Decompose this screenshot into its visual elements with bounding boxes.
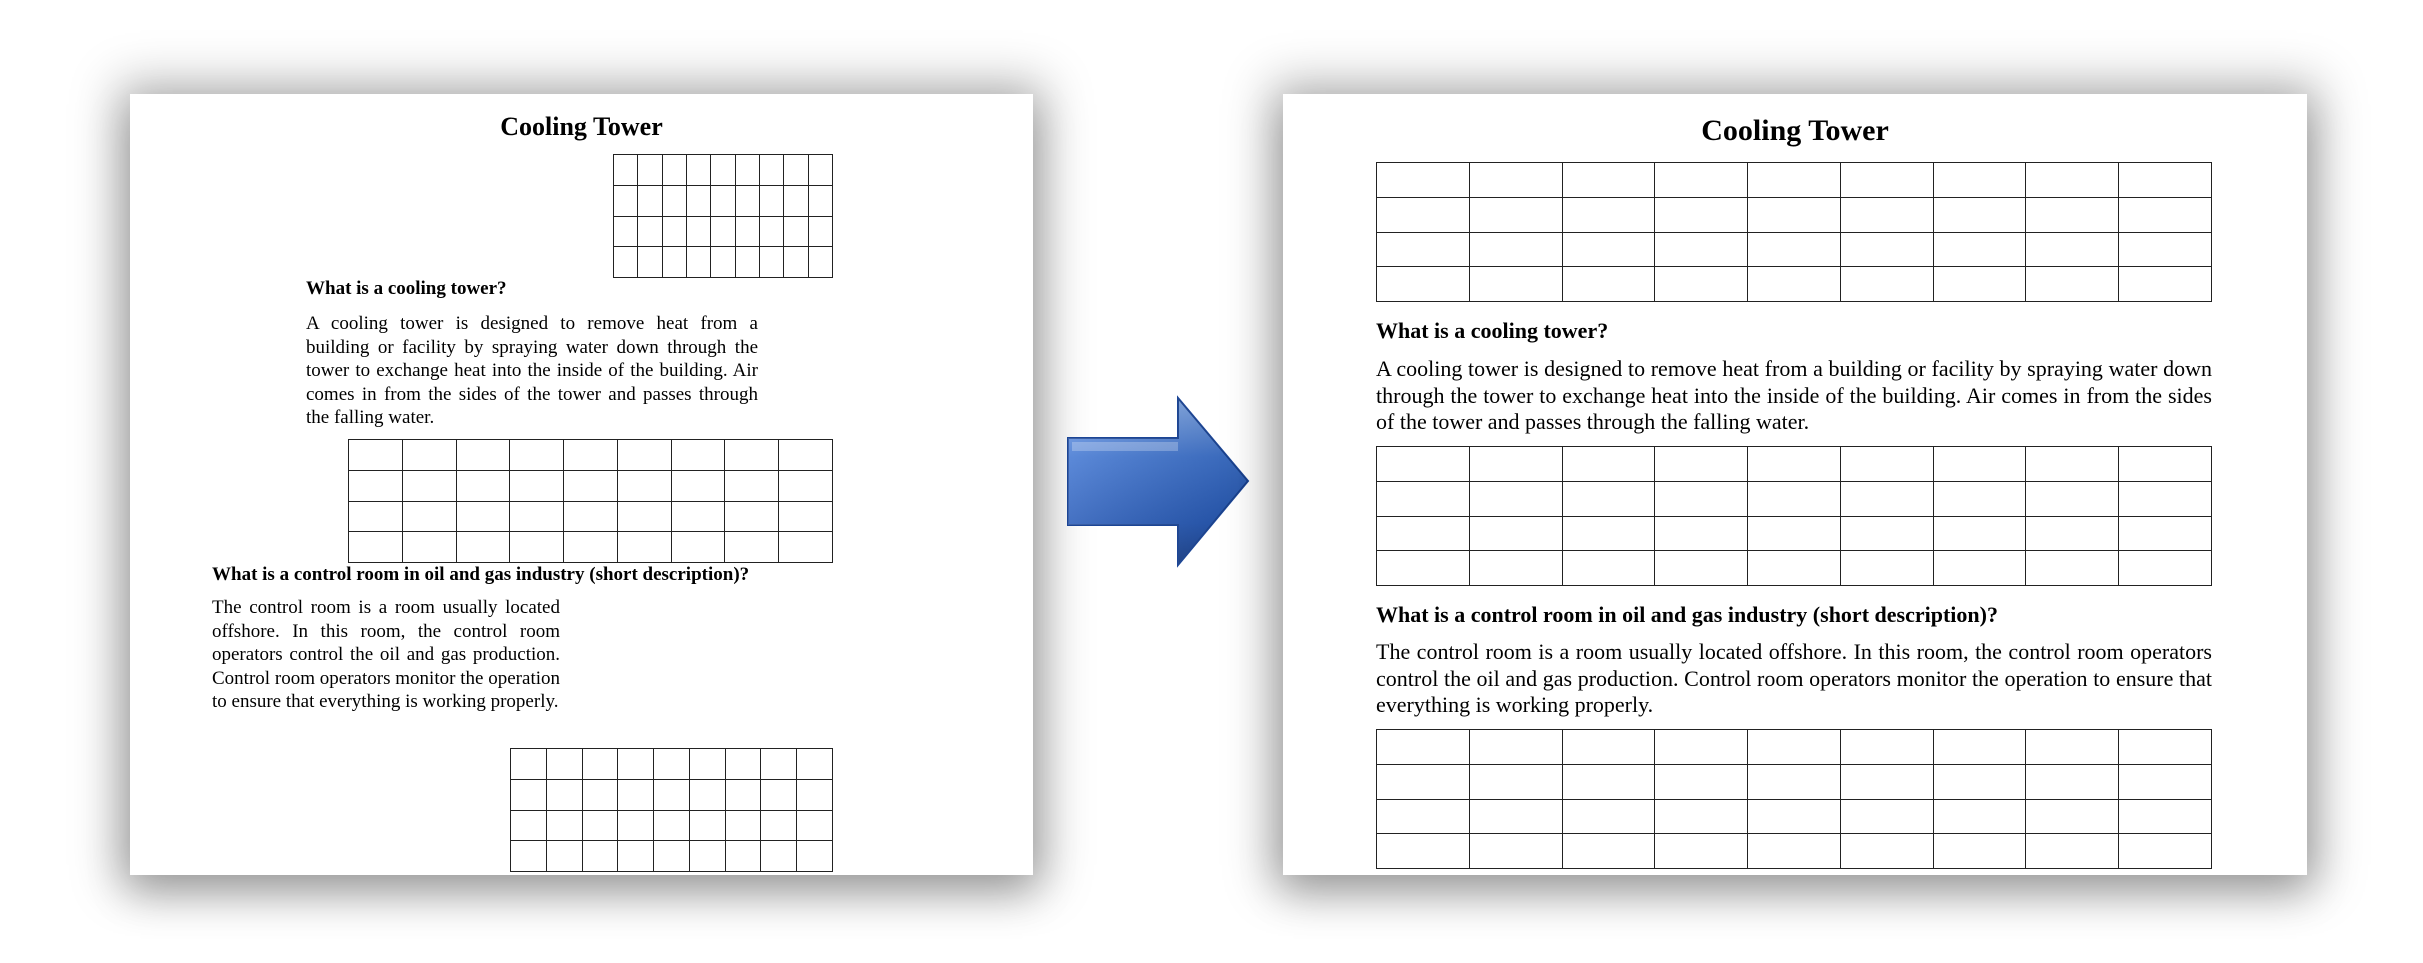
table-cell (349, 440, 403, 471)
table-cell (1748, 730, 1841, 765)
table-cell (1655, 764, 1748, 799)
table-cell (686, 247, 710, 278)
table-cell (2119, 197, 2212, 232)
table-cell (686, 185, 710, 216)
table-cell (1469, 447, 1562, 482)
table-cell (618, 749, 654, 780)
table-cell (1840, 481, 1933, 516)
table-cell (456, 440, 510, 471)
table-cell (779, 501, 833, 532)
table-cell (1377, 481, 1470, 516)
table-cell (1377, 799, 1470, 834)
table-cell (1655, 267, 1748, 302)
table-cell (402, 440, 456, 471)
table-cell (1840, 730, 1933, 765)
table-cell (689, 810, 725, 841)
table-cell (1377, 516, 1470, 551)
table-cell (1748, 267, 1841, 302)
table-cell (2026, 197, 2119, 232)
table-row (614, 216, 833, 247)
table-cell (808, 185, 832, 216)
grid-table (1376, 162, 2212, 302)
table-cell (761, 810, 797, 841)
table-row (511, 841, 833, 872)
table-row (349, 440, 833, 471)
table-cell (1562, 730, 1655, 765)
table-cell (402, 501, 456, 532)
table-cell (2026, 799, 2119, 834)
table-cell (618, 841, 654, 872)
table-cell (761, 841, 797, 872)
table-cell (1933, 232, 2026, 267)
table-row (1377, 232, 2212, 267)
table-row (349, 470, 833, 501)
table-cell (1748, 163, 1841, 198)
table-cell (725, 532, 779, 563)
section-paragraph: A cooling tower is designed to remove heat from a building or facility by spraying water down through the tower to exchange heat into the inside of the building. Air comes in from the sides of the tower and passes through the falling water. (306, 313, 758, 428)
table-cell (1933, 516, 2026, 551)
table-cell (638, 185, 662, 216)
table-cell (1933, 163, 2026, 198)
table-cell (797, 779, 833, 810)
section-heading: What is a cooling tower? (1376, 318, 1609, 343)
table-cell (1377, 232, 1470, 267)
table-row (1377, 197, 2212, 232)
table-row (1377, 267, 2212, 302)
table-cell (511, 841, 547, 872)
table-cell (1840, 764, 1933, 799)
table-cell (564, 501, 618, 532)
table-cell (1748, 197, 1841, 232)
table-cell (2026, 232, 2119, 267)
table-cell (735, 155, 759, 186)
table-cell (1933, 481, 2026, 516)
table-cell (1748, 799, 1841, 834)
table-cell (725, 810, 761, 841)
table-cell (671, 440, 725, 471)
table-cell (618, 810, 654, 841)
table-cell (711, 247, 735, 278)
table-cell (797, 810, 833, 841)
table-cell (725, 779, 761, 810)
table-cell (671, 532, 725, 563)
table-cell (779, 470, 833, 501)
table-cell (2119, 799, 2212, 834)
table-cell (1655, 447, 1748, 482)
table-cell (1840, 232, 1933, 267)
table-cell (1562, 834, 1655, 869)
table-cell (779, 532, 833, 563)
table-cell (761, 779, 797, 810)
table-cell (1377, 447, 1470, 482)
table-cell (1377, 163, 1470, 198)
table-row (1377, 516, 2212, 551)
table-cell (614, 216, 638, 247)
table-cell (662, 185, 686, 216)
table-cell (2119, 516, 2212, 551)
table-cell (2119, 232, 2212, 267)
table-cell (2119, 163, 2212, 198)
table-cell (689, 749, 725, 780)
table-cell (2119, 481, 2212, 516)
table-cell (662, 216, 686, 247)
table-cell (1933, 197, 2026, 232)
table-cell (2026, 447, 2119, 482)
table-cell (402, 470, 456, 501)
table-cell (725, 749, 761, 780)
table-cell (617, 532, 671, 563)
table-cell (2119, 730, 2212, 765)
table-cell (1655, 551, 1748, 586)
table-cell (614, 247, 638, 278)
table-cell (349, 470, 403, 501)
table-cell (1469, 163, 1562, 198)
table-cell (1469, 834, 1562, 869)
table-cell (808, 155, 832, 186)
grid-table (1376, 446, 2212, 586)
table-row (614, 155, 833, 186)
table-cell (546, 779, 582, 810)
table-cell (1469, 267, 1562, 302)
table-cell (1840, 799, 1933, 834)
page-title: Cooling Tower (500, 112, 663, 141)
table-row (1377, 551, 2212, 586)
table-row (1377, 764, 2212, 799)
table-cell (510, 470, 564, 501)
table-cell (1562, 447, 1655, 482)
table-row (1377, 163, 2212, 198)
table-cell (2026, 764, 2119, 799)
table-cell (2119, 551, 2212, 586)
table-cell (1933, 799, 2026, 834)
table-cell (1562, 764, 1655, 799)
table-row (1377, 730, 2212, 765)
table-cell (797, 749, 833, 780)
table-cell (711, 155, 735, 186)
table-cell (1655, 516, 1748, 551)
grid-table (613, 154, 833, 278)
table-cell (654, 810, 690, 841)
section-paragraph: The control room is a room usually located offshore. In this room, the control room operators control the oil and gas production. Control room operators monitor the operation to ensure that everything is working properly. (1376, 639, 2212, 717)
table-cell (1840, 516, 1933, 551)
table-cell (1562, 481, 1655, 516)
table-cell (779, 440, 833, 471)
table-cell (1933, 730, 2026, 765)
table-cell (1748, 481, 1841, 516)
table-cell (510, 532, 564, 563)
table-cell (711, 216, 735, 247)
table-cell (689, 779, 725, 810)
table-row (1377, 799, 2212, 834)
table-cell (1377, 267, 1470, 302)
table-cell (456, 501, 510, 532)
table-cell (2026, 267, 2119, 302)
table-cell (689, 841, 725, 872)
table-cell (725, 501, 779, 532)
table-cell (546, 749, 582, 780)
table-cell (1469, 799, 1562, 834)
table-cell (510, 501, 564, 532)
table-cell (1840, 163, 1933, 198)
table-cell (617, 440, 671, 471)
section-paragraph: A cooling tower is designed to remove heat from a building or facility by spraying water down through the tower to exchange heat into the inside of the building. Air comes in from the sides of the tower and passes through the falling water. (1376, 356, 2212, 434)
table-row (1377, 834, 2212, 869)
table-cell (1933, 447, 2026, 482)
table-cell (759, 155, 783, 186)
table-row (349, 532, 833, 563)
table-cell (2026, 481, 2119, 516)
table-cell (1748, 232, 1841, 267)
table-cell (725, 470, 779, 501)
table-cell (349, 501, 403, 532)
table-cell (582, 749, 618, 780)
table-cell (1840, 267, 1933, 302)
table-cell (1933, 764, 2026, 799)
table-cell (1562, 163, 1655, 198)
table-cell (2026, 516, 2119, 551)
section-heading: What is a control room in oil and gas industry (short description)? (1376, 602, 1998, 627)
table-cell (638, 247, 662, 278)
table-cell (1469, 481, 1562, 516)
table-cell (1562, 799, 1655, 834)
table-cell (654, 841, 690, 872)
table-cell (2026, 730, 2119, 765)
table-cell (2026, 163, 2119, 198)
table-cell (662, 247, 686, 278)
table-cell (1469, 232, 1562, 267)
right-arrow-icon (1062, 393, 1252, 573)
table-cell (671, 470, 725, 501)
table-cell (511, 810, 547, 841)
table-cell (686, 216, 710, 247)
table-cell (2119, 764, 2212, 799)
table-cell (638, 155, 662, 186)
table-cell (1562, 197, 1655, 232)
table-cell (759, 247, 783, 278)
table-cell (686, 155, 710, 186)
table-cell (1655, 232, 1748, 267)
table-cell (1377, 197, 1470, 232)
table-cell (511, 749, 547, 780)
table-cell (797, 841, 833, 872)
table-cell (1933, 267, 2026, 302)
grid-table (1376, 729, 2212, 869)
table-cell (1655, 834, 1748, 869)
table-row (614, 185, 833, 216)
table-cell (1840, 447, 1933, 482)
table-cell (1655, 197, 1748, 232)
table-cell (2119, 834, 2212, 869)
table-cell (1840, 551, 1933, 586)
table-cell (1748, 447, 1841, 482)
table-cell (564, 470, 618, 501)
table-cell (735, 216, 759, 247)
table-cell (1840, 197, 1933, 232)
table-cell (1933, 551, 2026, 586)
page-title: Cooling Tower (1701, 114, 1889, 147)
before-page (130, 94, 1033, 875)
table-cell (1562, 267, 1655, 302)
table-cell (638, 216, 662, 247)
table-cell (2119, 267, 2212, 302)
table-cell (1562, 232, 1655, 267)
table-cell (1748, 551, 1841, 586)
section-paragraph: The control room is a room usually located offshore. In this room, the control room operators control the oil and gas production. Control room operators monitor the operation to ensure that everything is working properly. (212, 597, 560, 712)
table-cell (1377, 834, 1470, 869)
table-cell (510, 440, 564, 471)
table-cell (614, 155, 638, 186)
table-cell (1562, 551, 1655, 586)
table-cell (1377, 551, 1470, 586)
table-row (511, 749, 833, 780)
table-cell (546, 841, 582, 872)
table-cell (1655, 730, 1748, 765)
table-cell (618, 779, 654, 810)
table-cell (1469, 551, 1562, 586)
table-cell (2026, 834, 2119, 869)
table-cell (2026, 551, 2119, 586)
table-cell (654, 749, 690, 780)
table-cell (735, 247, 759, 278)
after-page (1283, 94, 2307, 875)
table-cell (617, 501, 671, 532)
table-cell (546, 810, 582, 841)
table-cell (1469, 764, 1562, 799)
table-cell (1933, 834, 2026, 869)
table-cell (1469, 516, 1562, 551)
table-cell (725, 440, 779, 471)
table-cell (1469, 197, 1562, 232)
table-cell (402, 532, 456, 563)
table-cell (1377, 764, 1470, 799)
table-cell (456, 532, 510, 563)
table-cell (1655, 481, 1748, 516)
table-cell (671, 501, 725, 532)
table-cell (614, 185, 638, 216)
table-cell (511, 779, 547, 810)
table-row (1377, 481, 2212, 516)
table-cell (759, 185, 783, 216)
table-cell (1748, 764, 1841, 799)
table-cell (1748, 516, 1841, 551)
table-cell (784, 216, 808, 247)
table-cell (725, 841, 761, 872)
table-cell (456, 470, 510, 501)
table-cell (761, 749, 797, 780)
table-cell (1562, 516, 1655, 551)
table-cell (662, 155, 686, 186)
table-cell (2119, 447, 2212, 482)
table-cell (808, 216, 832, 247)
grid-table (348, 439, 833, 563)
section-heading: What is a control room in oil and gas industry (short description)? (212, 564, 750, 585)
table-cell (617, 470, 671, 501)
grid-table (510, 748, 833, 872)
table-cell (582, 841, 618, 872)
table-row (511, 779, 833, 810)
table-cell (1840, 834, 1933, 869)
table-cell (808, 247, 832, 278)
table-cell (654, 779, 690, 810)
table-cell (1377, 730, 1470, 765)
table-cell (582, 810, 618, 841)
table-row (511, 810, 833, 841)
table-cell (711, 185, 735, 216)
table-cell (735, 185, 759, 216)
table-cell (1655, 163, 1748, 198)
section-heading: What is a cooling tower? (306, 278, 507, 299)
table-cell (759, 216, 783, 247)
table-cell (784, 155, 808, 186)
table-row (1377, 447, 2212, 482)
table-cell (564, 532, 618, 563)
table-cell (784, 185, 808, 216)
table-cell (349, 532, 403, 563)
table-row (349, 501, 833, 532)
table-cell (1469, 730, 1562, 765)
table-row (614, 247, 833, 278)
table-cell (582, 779, 618, 810)
table-cell (784, 247, 808, 278)
table-cell (1748, 834, 1841, 869)
table-cell (564, 440, 618, 471)
table-cell (1655, 799, 1748, 834)
